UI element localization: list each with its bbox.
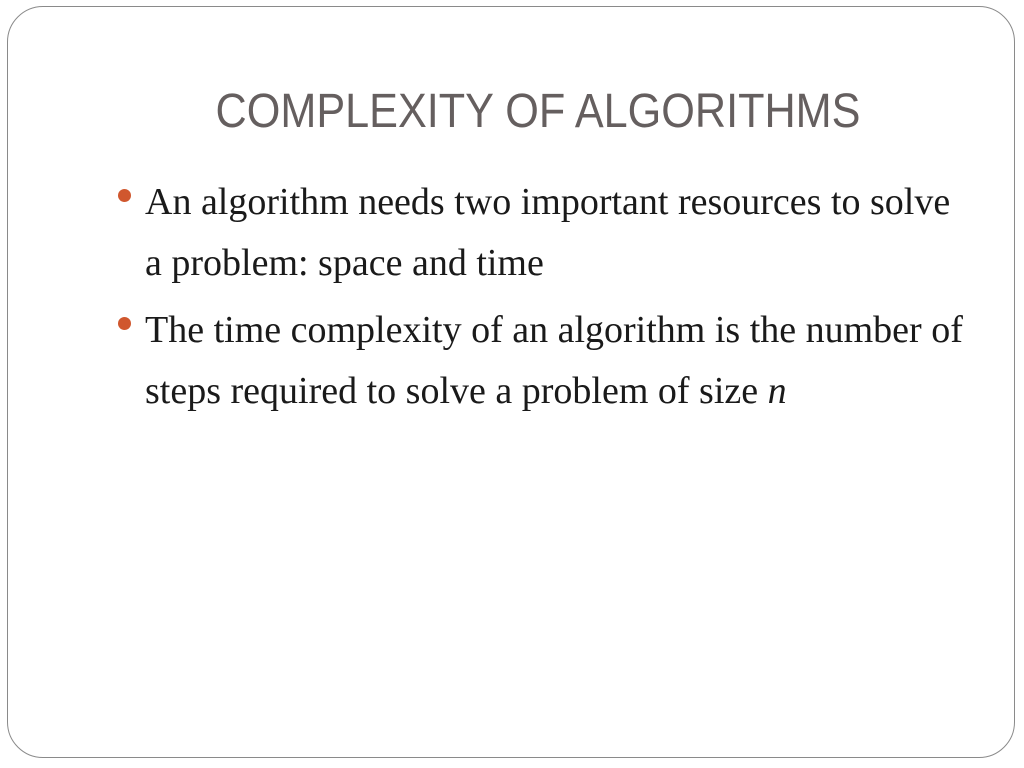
bullet-item-time-complexity: [118, 300, 968, 422]
bullet-dot-icon: [118, 317, 131, 330]
bullet-text: An algorithm needs two important resources to solve a problem: space and time: [145, 181, 951, 284]
bullet-text: The time complexity of an algorithm is the number of steps required to solve a problem of size: [145, 309, 963, 412]
bullet-dot-icon: [118, 189, 131, 202]
slide-title: COMPLEXITY OF ALGORITHMS: [215, 85, 861, 138]
bullet-italic-variable: n: [767, 370, 787, 412]
bullet-item-resources: [118, 172, 968, 294]
bullet-list: [118, 172, 968, 428]
